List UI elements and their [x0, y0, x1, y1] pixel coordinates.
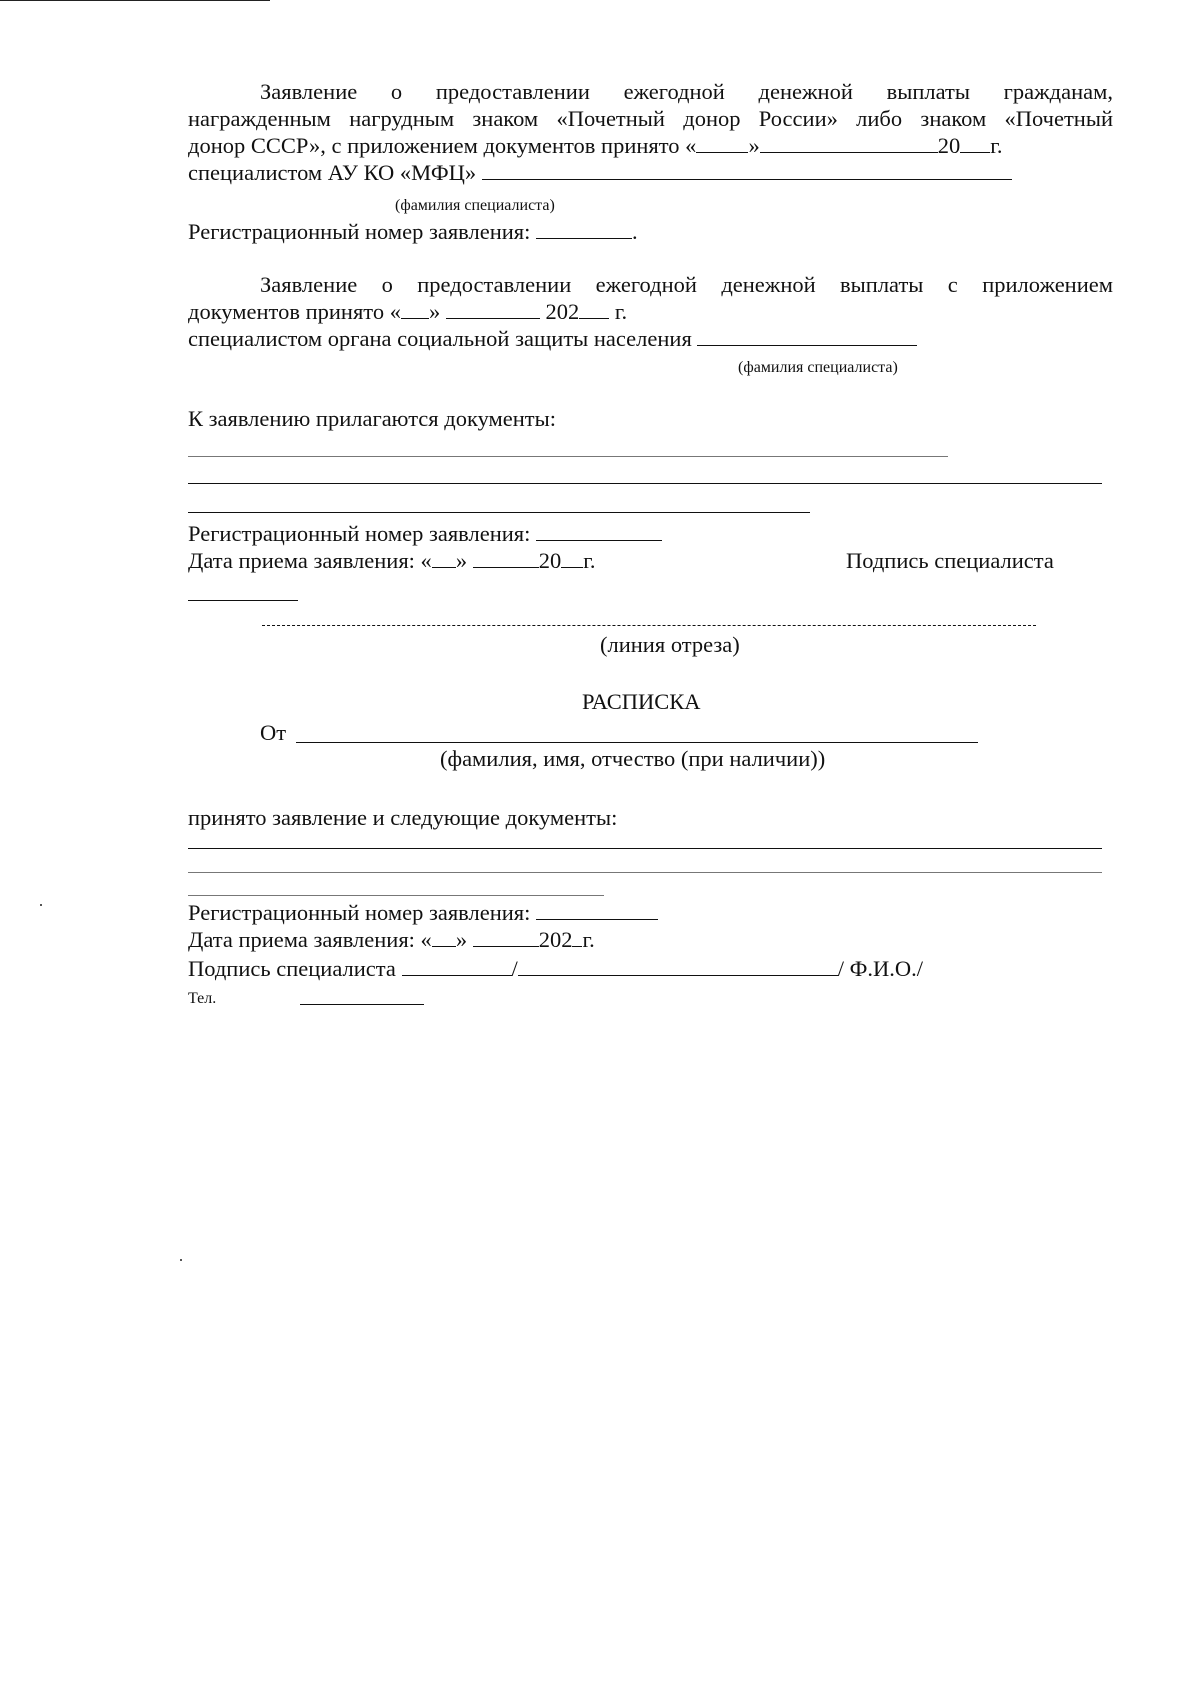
docs-date-line: Дата приема заявления: « » 20 г.	[188, 548, 596, 573]
day-blank[interactable]	[401, 300, 429, 319]
docs-line-2[interactable]	[188, 483, 1102, 484]
receipt-title: РАСПИСКА	[582, 689, 701, 714]
day-blank[interactable]	[696, 134, 748, 153]
month-blank[interactable]	[760, 134, 938, 153]
specialist-signature-label: Подпись специалиста	[846, 548, 1054, 573]
month-blank[interactable]	[446, 300, 540, 319]
receipt-docs-line-1[interactable]	[188, 848, 1102, 849]
year-blank[interactable]	[579, 300, 609, 319]
social-specialist-blank[interactable]	[697, 327, 917, 346]
docs-line-1[interactable]	[188, 456, 948, 457]
receipt-tel-label: Тел.	[188, 990, 217, 1007]
docs-line-3[interactable]	[188, 512, 810, 513]
attached-docs-label: К заявлению прилагаются документы:	[188, 406, 556, 431]
scan-speck	[180, 1259, 182, 1261]
receipt-from-line[interactable]	[296, 742, 978, 743]
receipt-tel-line[interactable]	[300, 1004, 424, 1005]
receipt-docs-line-2[interactable]	[188, 872, 1102, 873]
social-text-line-3: специалистом органа социальной защиты населения	[188, 325, 1113, 352]
receipt-date-line: Дата приема заявления: « » 202 г.	[188, 927, 595, 952]
receipt-from-label: От	[260, 720, 287, 745]
year-blank[interactable]	[960, 134, 990, 153]
mfc-specialist-blank[interactable]	[482, 161, 1012, 180]
receipt-signature-line: Подпись специалиста / / Ф.И.О./	[188, 956, 924, 981]
fio-blank[interactable]	[518, 957, 838, 976]
receipt-from-caption: (фамилия, имя, отчество (при наличии))	[440, 746, 826, 771]
receipt-reg-number-line: Регистрационный номер заявления:	[188, 899, 658, 926]
day-blank[interactable]	[432, 928, 456, 947]
mfc-reg-number-line: Регистрационный номер заявления: .	[188, 219, 638, 244]
month-blank[interactable]	[473, 928, 539, 947]
year-blank[interactable]	[561, 549, 583, 568]
signature-blank[interactable]	[402, 957, 512, 976]
signature-line[interactable]	[188, 600, 298, 601]
scan-artifact-line	[0, 0, 270, 1]
mfc-text-line-2: награжденным нагрудным знаком «Почетный донор России» либо знаком «Почетный	[188, 106, 1113, 131]
social-text-line-1: Заявление о предоставлении ежегодной денежной выплаты с приложением	[260, 272, 1113, 297]
mfc-specialist-caption: (фамилия специалиста)	[395, 197, 555, 214]
cut-dashed-line	[262, 625, 1036, 626]
docs-reg-number-blank[interactable]	[536, 522, 662, 541]
year-blank[interactable]	[572, 928, 582, 947]
month-blank[interactable]	[473, 549, 539, 568]
mfc-text-line-4: специалистом АУ КО «МФЦ»	[188, 159, 1113, 186]
mfc-reg-number-blank[interactable]	[536, 220, 632, 239]
mfc-text-line-1: Заявление о предоставлении ежегодной денежной выплаты гражданам,	[260, 79, 1113, 104]
cut-line-caption: (линия отреза)	[600, 632, 740, 657]
docs-reg-number-line: Регистрационный номер заявления:	[188, 520, 662, 547]
scan-speck	[40, 904, 42, 906]
receipt-reg-number-blank[interactable]	[536, 901, 658, 920]
social-specialist-caption: (фамилия специалиста)	[738, 359, 898, 376]
mfc-application-block	[188, 78, 1113, 186]
receipt-docs-line-3[interactable]	[188, 895, 604, 896]
receipt-accepted-label: принято заявление и следующие документы:	[188, 805, 618, 830]
social-text-line-2: документов принято « » 202 г.	[188, 299, 628, 324]
social-protection-block	[188, 271, 1113, 352]
day-blank[interactable]	[432, 549, 456, 568]
mfc-text-line-3: донор СССР», с приложением документов принято « » 20 г.	[188, 133, 1003, 158]
